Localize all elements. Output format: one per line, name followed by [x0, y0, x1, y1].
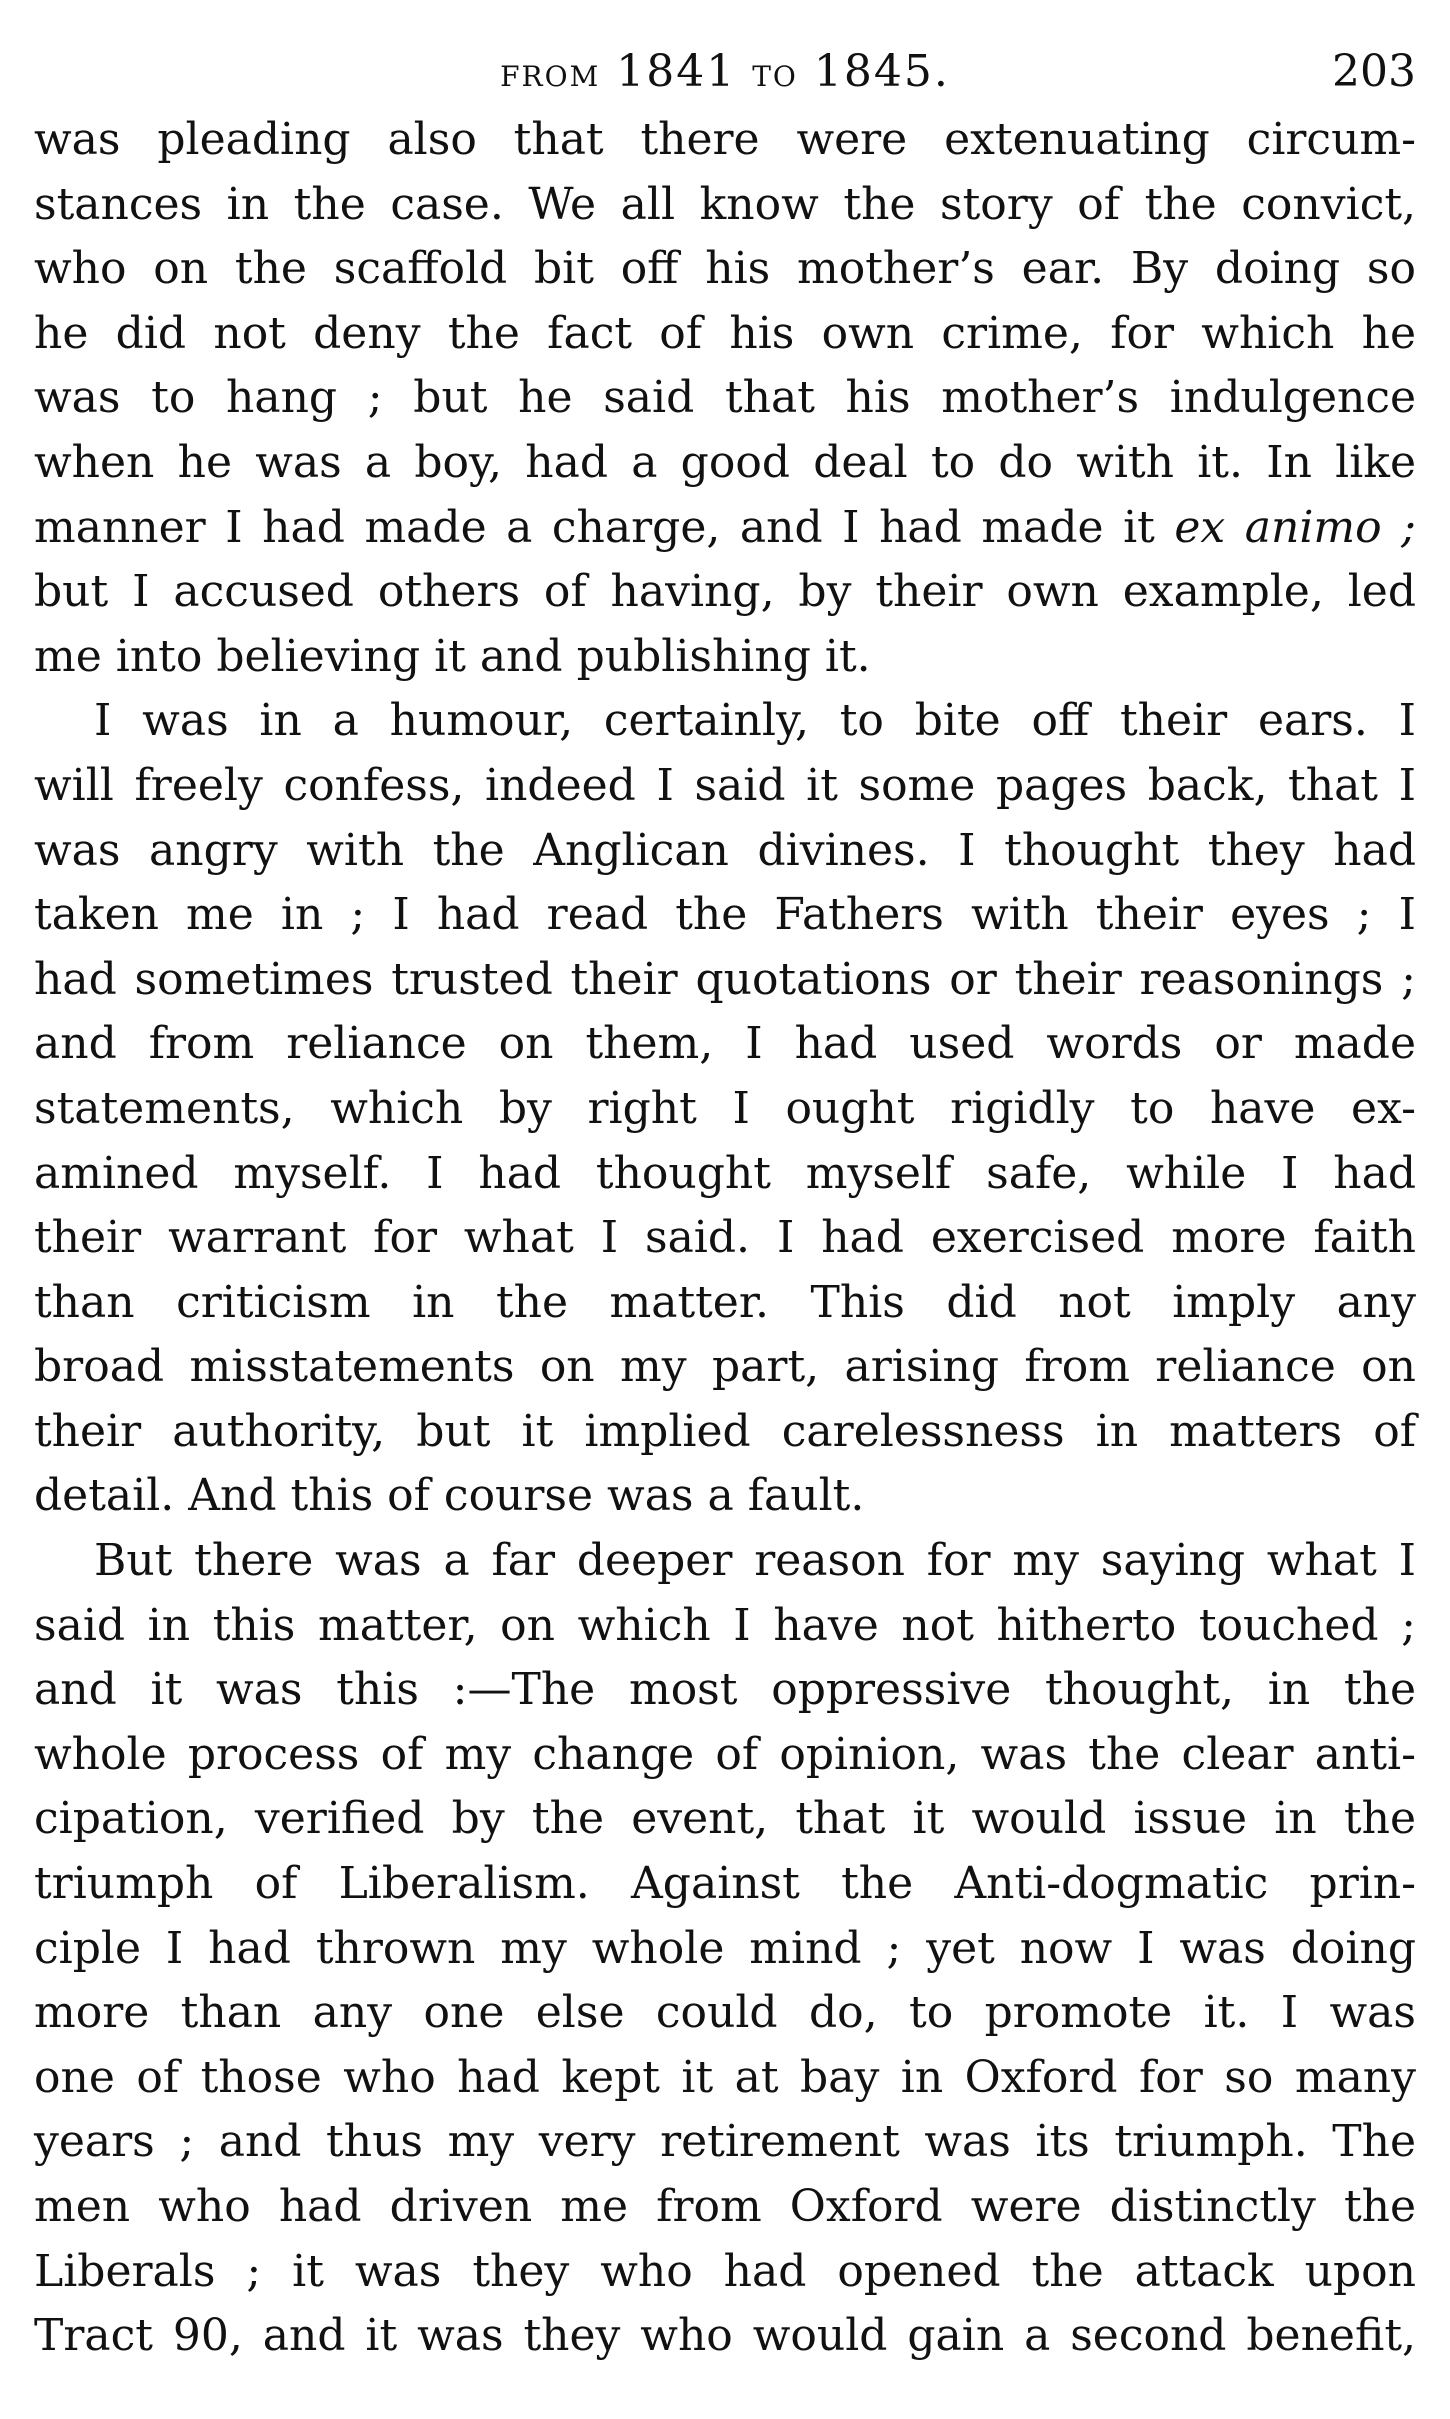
text-line: but I accused others of having, by their own example, led	[34, 566, 1416, 618]
text-line: will freely confess, indeed I said it some pages back, that I	[34, 759, 1416, 811]
running-title-year-start: 1841	[616, 46, 737, 97]
text-line: ciple I had thrown my whole mind ; yet now I was doing	[34, 1922, 1416, 1974]
text-line: he did not deny the fact of his own crime, for which he	[34, 307, 1416, 359]
body-text	[34, 108, 1416, 2369]
text-line: me into believing it and publishing it.	[34, 630, 871, 682]
text-line: Tract 90, and it was they who would gain a second benefit,	[34, 2310, 1416, 2362]
text-line: amined myself. I had thought myself safe, while I had	[34, 1147, 1416, 1199]
text-line: their authority, but it implied carelessness in matters of	[34, 1405, 1416, 1457]
text-line: stances in the case. We all know the story of the convict,	[34, 178, 1416, 230]
text-line: whole process of my change of opinion, was the clear anti-	[34, 1728, 1416, 1780]
text-line: who on the scaffold bit off his mother’s ear. By doing so	[34, 243, 1416, 295]
text-line: men who had driven me from Oxford were distinctly the	[34, 2181, 1416, 2232]
text-line: years ; and thus my very retirement was its triumph. The	[34, 2116, 1416, 2168]
text-line: But there was a far deeper reason for my saying what I	[94, 1535, 1416, 1587]
text-line: triumph of Liberalism. Against the Anti-dogmatic prin-	[34, 1858, 1416, 1910]
running-title-from: from	[500, 50, 601, 96]
text-line: one of those who had kept it at bay in Oxford for so many	[34, 2051, 1416, 2103]
text-line: taken me in ; I had read the Fathers with their eyes ; I	[34, 889, 1416, 941]
text-line: and it was this :—The most oppressive thought, in the	[34, 1664, 1416, 1716]
text-line: was angry with the Anglican divines. I thought they had	[34, 824, 1416, 876]
text-line: Liberals ; it was they who had opened the attack upon	[34, 2245, 1416, 2297]
text-line: cipation, verified by the event, that it would issue in the	[34, 1793, 1416, 1845]
text-line: was to hang ; but he said that his mother’s indulgence	[34, 372, 1416, 424]
running-title-year-end: 1845.	[813, 46, 950, 97]
text-line: their warrant for what I said. I had exercised more faith	[34, 1212, 1416, 1264]
text-line-start: manner I had made a charge, and I had made it	[34, 501, 1175, 553]
text-line: I was in a humour, certainly, to bite off their ears. I	[94, 695, 1416, 747]
text-line: statements, which by right I ought rigidly to have ex-	[34, 1082, 1416, 1134]
text-line: than criticism in the matter. This did not imply any	[34, 1276, 1416, 1328]
text-line: when he was a boy, had a good deal to do with it. In like	[34, 436, 1416, 488]
page-number: 203	[1332, 46, 1416, 97]
text-line: had sometimes trusted their quotations or their reasonings ;	[34, 953, 1416, 1005]
running-title	[34, 40, 1416, 105]
text-line-with-italic	[34, 496, 1416, 561]
text-line: and from reliance on them, I had used words or made	[34, 1018, 1416, 1070]
text-line: was pleading also that there were extenuating circum-	[34, 114, 1416, 165]
running-title-to: to	[752, 50, 798, 96]
book-page	[34, 40, 1416, 2369]
running-head	[34, 40, 1416, 104]
text-line: detail. And this of course was a fault.	[34, 1470, 865, 1522]
italic-phrase: ex animo ;	[1174, 501, 1416, 553]
text-line: broad misstatements on my part, arising from reliance on	[34, 1341, 1416, 1393]
text-line: said in this matter, on which I have not hitherto touched ;	[34, 1599, 1416, 1651]
text-line: more than any one else could do, to promote it. I was	[34, 1987, 1416, 2039]
